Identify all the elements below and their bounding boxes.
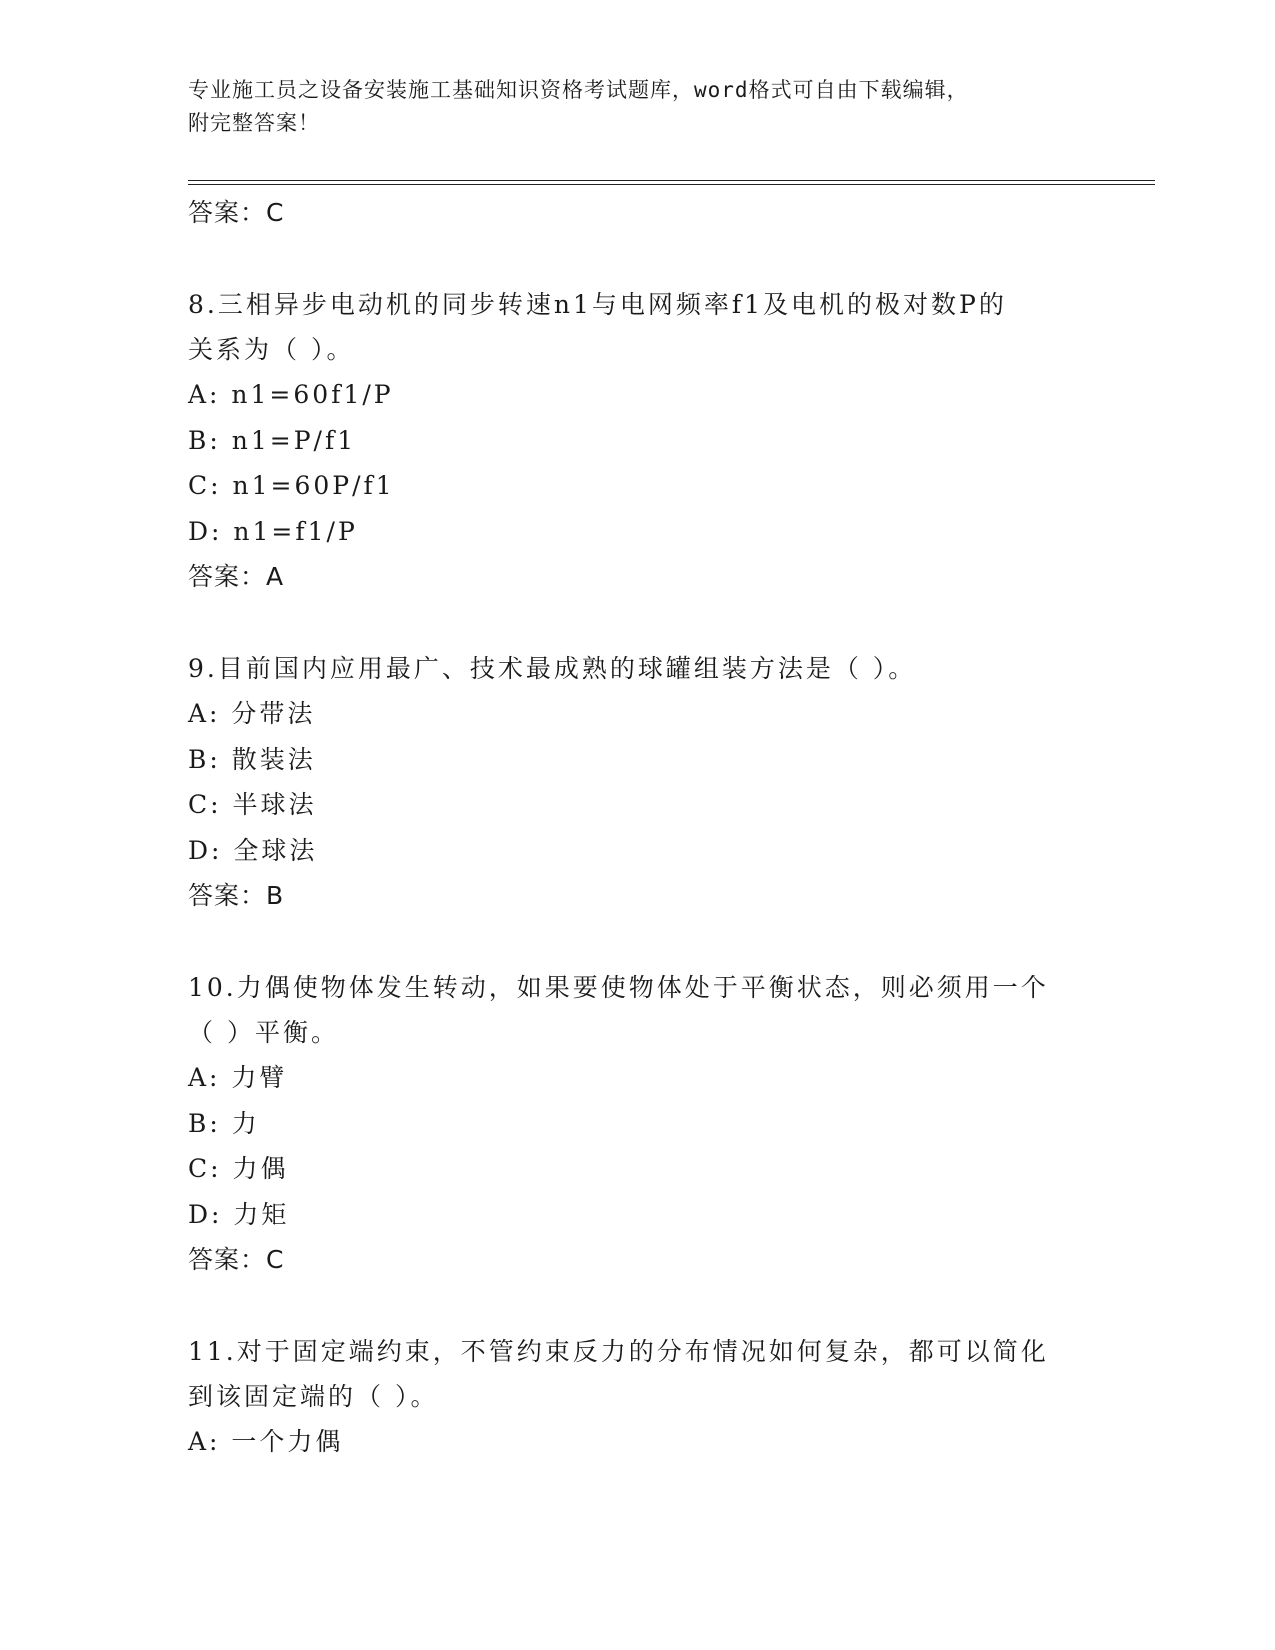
- answer-label: 答案：: [188, 881, 267, 910]
- question-stem-line: 11.对于固定端约束，不管约束反力的分布情况如何复杂，都可以简化: [188, 1337, 1049, 1366]
- answer-value: B: [266, 881, 285, 910]
- page-header: [188, 74, 1088, 140]
- option-a: A: n1=60f1/P: [188, 380, 394, 409]
- option-c: C: n1=60P/f1: [188, 471, 395, 500]
- header-line-1: 专业施工员之设备安装施工基础知识资格考试题库，word格式可自由下载编辑，: [188, 78, 969, 102]
- header-divider-top: [188, 180, 1155, 181]
- question-stem-line: （ ）平衡。: [188, 1018, 339, 1047]
- answer-label: 答案：: [188, 562, 267, 591]
- option-a: A: 一个力偶: [188, 1427, 344, 1456]
- option-d: D: 力矩: [188, 1199, 290, 1229]
- answer-label: 答案：: [188, 198, 267, 227]
- question-stem-line: 10.力偶使物体发生转动，如果要使物体处于平衡状态，则必须用一个: [188, 973, 1049, 1002]
- question-8: [188, 282, 1088, 600]
- previous-answer: [188, 190, 1088, 236]
- option-b: B: 力: [188, 1108, 260, 1138]
- option-c: C: 半球法: [188, 790, 317, 819]
- option-b: B: 散装法: [188, 744, 316, 774]
- question-stem-line: 到该固定端的（ ）。: [188, 1382, 439, 1411]
- question-answer: [188, 1237, 1088, 1283]
- question-10: [188, 965, 1088, 1283]
- question-list: [188, 190, 1088, 1465]
- question-answer: [188, 554, 1088, 600]
- question-11: [188, 1329, 1088, 1465]
- question-9: [188, 646, 1088, 919]
- option-a: A: 力臂: [188, 1063, 288, 1092]
- option-c: C: 力偶: [188, 1154, 289, 1183]
- option-a: A: 分带法: [188, 699, 316, 728]
- option-d: D: 全球法: [188, 835, 318, 865]
- header-divider-bottom: [188, 184, 1155, 185]
- answer-value: C: [266, 1245, 285, 1274]
- question-stem-line: 关系为（ ）。: [188, 335, 355, 364]
- question-stem-line: 9.目前国内应用最广、技术最成熟的球罐组装方法是（ ）。: [188, 654, 917, 683]
- option-d: D: n1=f1/P: [188, 516, 358, 546]
- header-line-2: 附完整答案！: [188, 111, 320, 135]
- answer-label: 答案：: [188, 1245, 267, 1274]
- answer-value: C: [266, 198, 285, 227]
- answer-value: A: [266, 562, 285, 591]
- question-answer: [188, 873, 1088, 919]
- option-b: B: n1=P/f1: [188, 425, 357, 455]
- question-stem-line: 8.三相异步电动机的同步转速n1与电网频率f1及电机的极对数P的: [188, 290, 1007, 319]
